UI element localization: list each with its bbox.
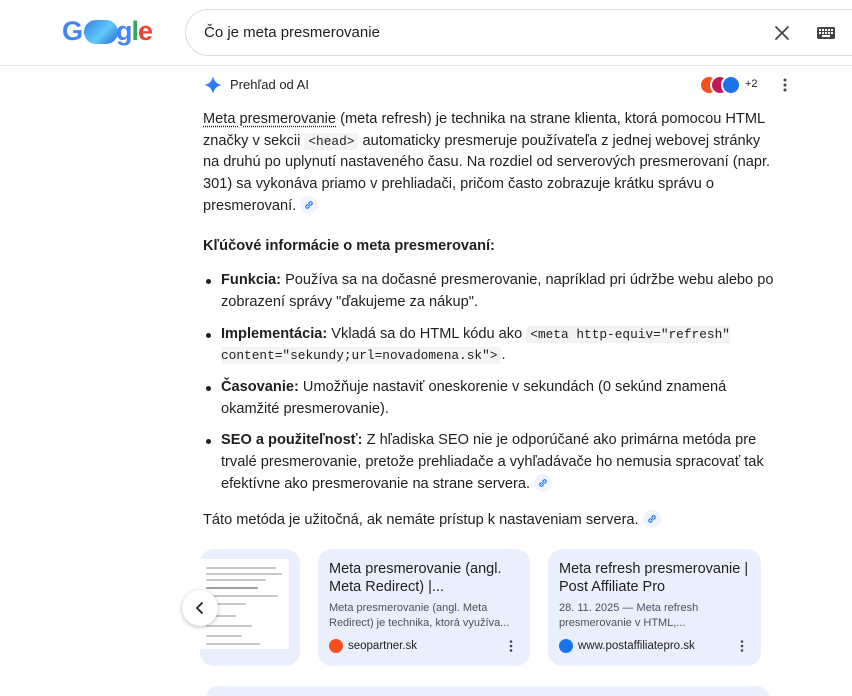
doodle-shape xyxy=(84,20,118,44)
card-title[interactable]: Meta presmerovanie (angl. Meta Redirect) |... xyxy=(329,561,502,595)
source-link-button[interactable] xyxy=(534,474,552,492)
list-item: Funkcia: Používa sa na dočasné presmerovanie, napríklad pri údržbe webu alebo po zobrazení správy "ďakujeme za nákup". xyxy=(203,270,775,313)
source-domain: seopartner.sk xyxy=(348,640,418,652)
search-header xyxy=(0,0,852,66)
ai-overview-header xyxy=(203,72,803,98)
card-title[interactable]: Meta refresh presmerovanie | Post Affiliate Pro xyxy=(559,561,749,595)
source-card[interactable] xyxy=(548,549,761,666)
code-snippet: <meta http-equiv="refresh" content="sekundy;url=novadomena.sk"> xyxy=(221,326,730,364)
more-vert-icon xyxy=(735,639,749,653)
link-icon xyxy=(303,199,315,211)
section-heading: Kľúčové informácie o meta presmerovaní: xyxy=(203,237,495,254)
card-snippet: Meta presmerovanie (angl. Meta Redirect) je technika, ktorá využíva... xyxy=(329,602,510,629)
key-points-list xyxy=(203,270,775,495)
more-options-button[interactable] xyxy=(776,76,794,94)
list-item: Implementácia: Vkladá sa do HTML kódu ako <meta http-equiv="refresh" content="sekundy;url=novadomena.sk"> . xyxy=(203,324,775,367)
next-section-card xyxy=(205,686,770,696)
keyboard-icon xyxy=(814,21,838,45)
list-item: Časovanie: Umožňuje nastaviť oneskorenie v sekundách (0 sekúnd znamená okamžité presmerovanie). xyxy=(203,377,775,420)
source-domain: www.postaffiliatepro.sk xyxy=(578,640,695,652)
search-box xyxy=(185,9,852,56)
site-favicon xyxy=(559,639,573,653)
more-vert-icon xyxy=(504,639,518,653)
intro-paragraph: Meta presmerovanie (meta refresh) je technika na strane klienta, ktorá pomocou HTML značky v sekcii <head> automaticky presmeruje používateľa z jednej webovej stránky na druhú po uplynutí nastaveného času. Na rozdiel od serverových presmerovaní (napr. 301) sa vykonáva priamo v prehliadači, pričom často zobrazuje krátku správu o presmerovaní. xyxy=(203,111,771,214)
chevron-left-icon xyxy=(193,601,207,615)
site-favicon xyxy=(329,639,343,653)
link-icon xyxy=(537,477,549,489)
source-link-button[interactable] xyxy=(643,510,661,528)
card-more-button[interactable] xyxy=(504,639,518,653)
closing-paragraph: Táto metóda je užitočná, ak nemáte prístup k nastaveniam servera. xyxy=(203,510,775,532)
code-snippet: <head> xyxy=(304,133,358,150)
source-link-button[interactable] xyxy=(300,196,318,214)
intro-term-link[interactable]: Meta presmerovanie xyxy=(203,111,337,127)
google-logo[interactable]: G gle xyxy=(62,16,153,46)
source-cards-carousel xyxy=(200,549,852,666)
keyboard-button[interactable] xyxy=(814,21,838,45)
avatars-extra-count: +2 xyxy=(745,78,758,90)
card-snippet: 28. 11. 2025 — Meta refresh presmerovanie v HTML,... xyxy=(559,602,699,629)
link-icon xyxy=(646,513,658,525)
clear-search-button[interactable] xyxy=(770,21,794,45)
search-input[interactable] xyxy=(204,10,744,55)
carousel-prev-button[interactable] xyxy=(182,590,218,626)
ai-overview-body xyxy=(203,109,775,531)
list-item: SEO a použiteľnosť: Z hľadiska SEO nie je odporúčané ako primárna metóda pre trvalé presmerovanie, pretože prehliadače a vyhľadávače ho nemusia spracovať tak efektívne ako presmerovanie na strane servera. xyxy=(203,430,775,495)
avatar xyxy=(721,75,741,95)
close-icon xyxy=(770,21,794,45)
card-more-button[interactable] xyxy=(735,639,749,653)
more-vert-icon xyxy=(776,76,794,94)
source-card[interactable] xyxy=(318,549,530,666)
ai-overview-title: Prehľad od AI xyxy=(230,77,309,92)
sparkle-icon xyxy=(203,75,223,95)
source-avatars[interactable] xyxy=(699,75,759,95)
